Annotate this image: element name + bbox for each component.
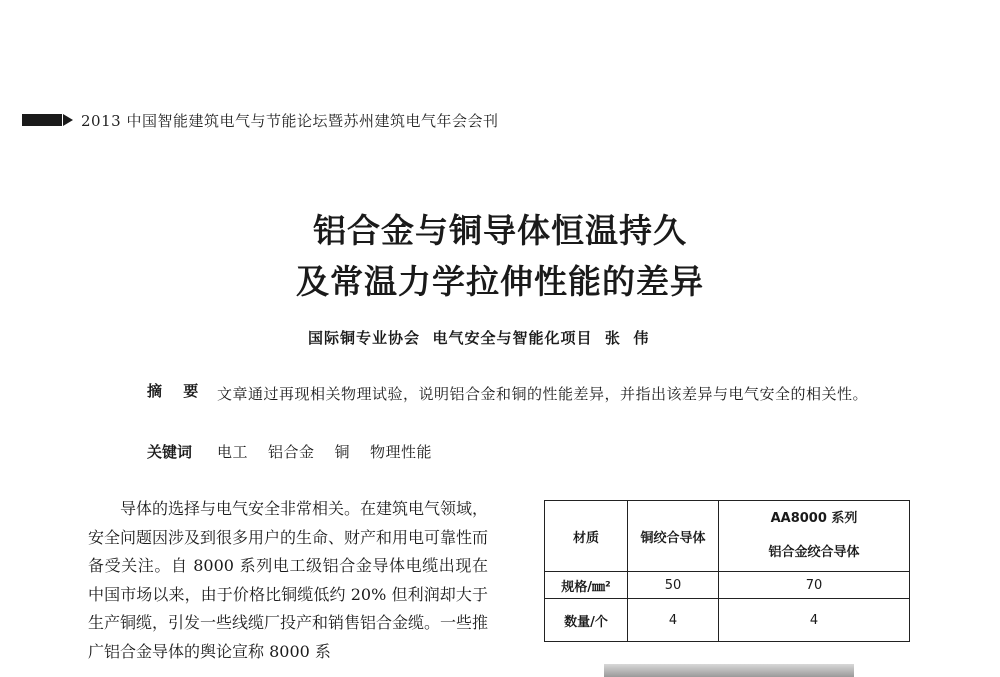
table-header-alloy-line1: AA8000 系列 <box>770 511 858 526</box>
keywords <box>147 441 432 462</box>
table-row <box>545 599 910 642</box>
table-cell: 4 <box>628 599 719 642</box>
keyword: 铝合金 <box>268 443 315 461</box>
table-header-copper: 铜绞合导体 <box>628 501 719 572</box>
table-cell: 数量/个 <box>545 599 628 642</box>
author-line: 国际铜专业协会 电气安全与智能化项目 张 伟 <box>308 329 650 347</box>
table-cell: 4 <box>719 599 910 642</box>
journal-header <box>22 110 498 130</box>
table-header-row <box>545 501 910 572</box>
body-paragraph: 导体的选择与电气安全非常相关。在建筑电气领域，安全问题因涉及到很多用户的生命、财产和用电可靠性而备受关注。自 8000 系列电工级铝合金导体电缆出现在中国市场以来，由于价格比铜缆低约 20% 但利润却大于生产铜缆，引发一些线缆厂投产和销售铝合金缆。一些推广铝合金导体的舆论宣称 8000 系 <box>88 499 489 661</box>
abstract-text: 文章通过再现相关物理试验，说明铝合金和铜的性能差异，并指出该差异与电气安全的相关性。 <box>217 385 869 403</box>
figure-photo-partial <box>604 664 854 677</box>
body-column <box>88 495 488 666</box>
table-header-alloy-line2: 铝合金绞合导体 <box>768 545 860 560</box>
header-arrow-icon <box>22 114 73 126</box>
keyword: 电工 <box>217 443 249 461</box>
table-header-material: 材质 <box>545 501 628 572</box>
table-cell: 50 <box>628 572 719 599</box>
keyword: 物理性能 <box>370 443 433 461</box>
table-cell: 规格/㎜² <box>545 572 628 599</box>
keywords-label: 关键词 <box>147 443 193 461</box>
article-title-line-1: 铝合金与铜导体恒温持久 <box>313 211 687 250</box>
keyword: 铜 <box>334 443 351 461</box>
article-title-line-2: 及常温力学拉伸性能的差异 <box>296 262 704 301</box>
journal-name: 2013 中国智能建筑电气与节能论坛暨苏州建筑电气年会会刊 <box>81 111 499 130</box>
table-cell: 70 <box>719 572 910 599</box>
abstract-label: 摘 要 <box>147 382 207 400</box>
table-header-alloy <box>719 501 910 572</box>
specimen-table <box>544 500 910 642</box>
abstract <box>147 380 887 409</box>
table-row <box>545 572 910 599</box>
